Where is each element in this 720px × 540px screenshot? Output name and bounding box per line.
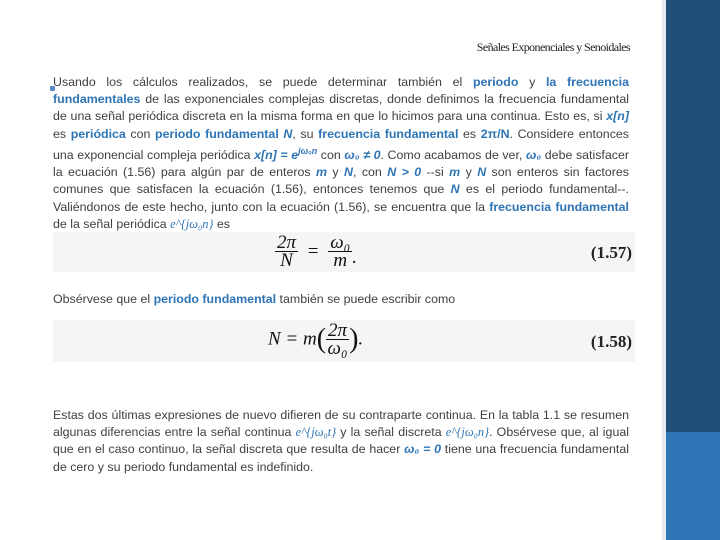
sidebar-accent-block	[666, 432, 720, 540]
equation-1-57-formula: $\frac{2\pi}{N}$ = $\frac{\text{ω₀}}{m}$ .	[277, 232, 358, 271]
paragraph-3: Estas dos últimas expresiones de nuevo difieren de su contraparte continua. En la tabla 1.1 se resumen algunas diferencias entre la señal continua e^{jω₀t} y la señal discreta e^{jω₀n}. Obsérvese que, al igual que en el caso continuo, la señal discreta que resulta de hacer ω₀ = 0 tiene una frecuencia fundamental de cero y su periodo fundamental es indefinido.	[53, 408, 629, 474]
equation-number-1-58: (1.58)	[590, 332, 632, 351]
equation-1-58	[53, 320, 635, 362]
sidebar-panel	[666, 0, 720, 540]
equation-number-1-57: (1.57)	[590, 243, 632, 262]
paragraph-1: Usando los cálculos realizados, se puede determinar también el periodo y la frecuencia fundamentales de las exponenciales complejas discretas, donde definimos la frecuencia fundamental de una señal periódica discreta en la misma forma en que lo hicimos para una continua. Esto es, si x[n] es periódica con periodo fundamental N, su frecuencia fundamental es 2π/N. Considere entonces una exponencial compleja periódica $x[n] = e^{j\omega_0n}$ con ω₀ ≠ 0. Como acabamos de ver, ω₀ debe satisfacer la ecuación (1.56) para algún par de enteros m y N, con N > 0 --si m y N son enteros sin factores comunes que satisfacen la ecuación (1.56), entonces tenemos que N es el periodo fundamental--. Valiéndonos de este hecho, junto con la ecuación (1.56), se encuentra que la frecuencia fundamental de la señal periódica e^{jω₀n} es	[53, 75, 629, 231]
equation-1-58-formula: N = m( $\frac{2\pi}{\text{ω₀}}$ ).	[268, 320, 364, 359]
equation-1-57	[53, 232, 635, 272]
paragraph-2: Obsérvese que el periodo fundamental también se puede escribir como	[53, 292, 456, 306]
slide-title: Señales Exponenciales y Senoidales	[476, 40, 630, 54]
